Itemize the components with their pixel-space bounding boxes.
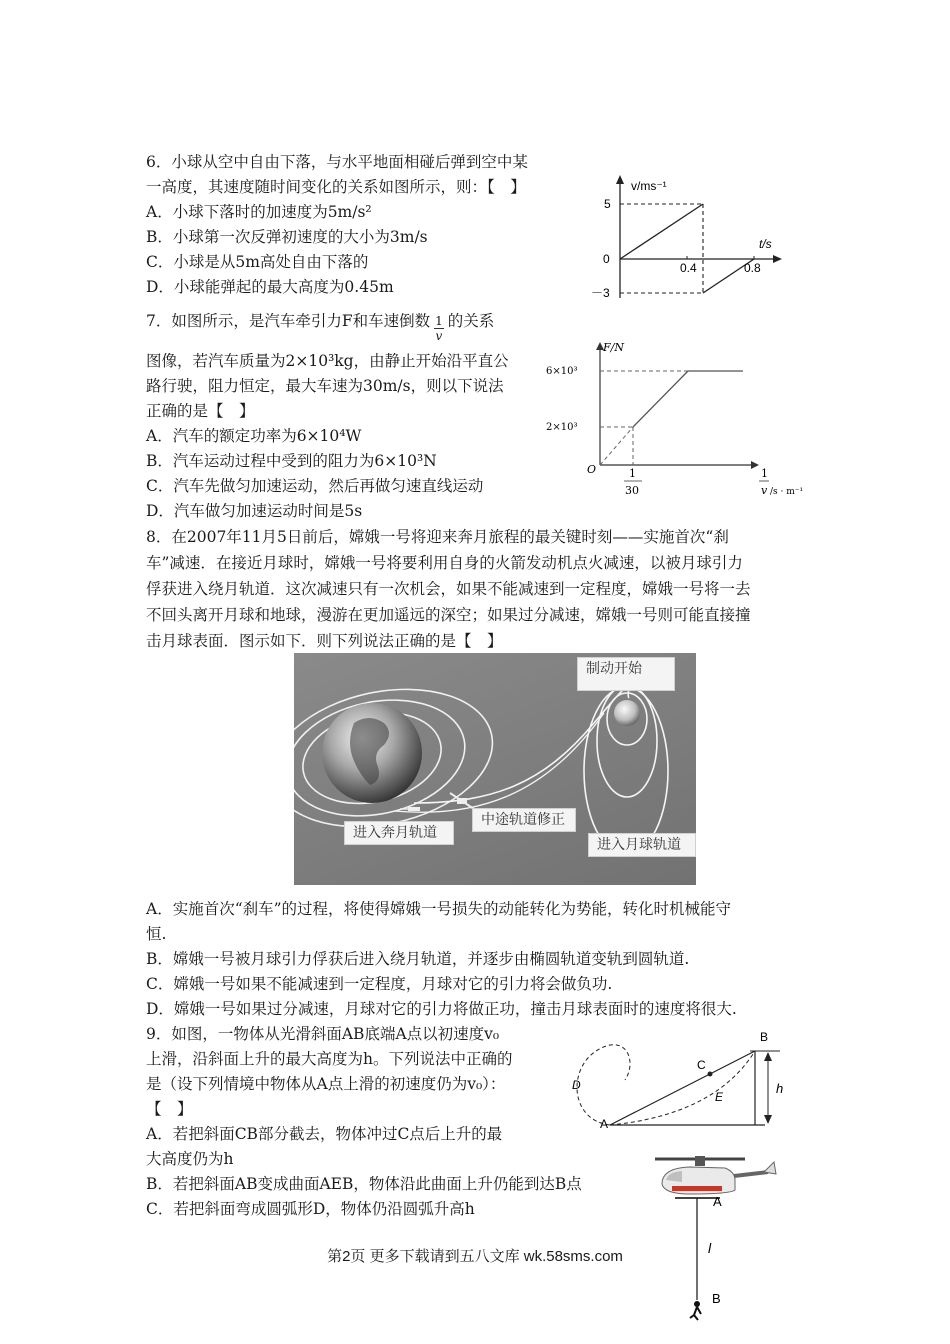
q7-fraction [434,314,444,343]
label-a: A [600,1117,609,1131]
q9-incline-figure [555,1025,795,1135]
q7-stem-line-2: 图像，若汽车质量为2×10³kg，由静止开始沿平直公 [146,352,509,370]
q6-origin: 0 [603,252,610,266]
q7-y-mid: 2×10³ [546,422,578,433]
label-brake-start: 制动开始 [577,657,675,691]
q9-option-a-line-2: 大高度仍为h [146,1150,234,1168]
height-arrow-down [764,1115,772,1124]
q7-force-graph [540,333,815,505]
label-lunar-orbit: 进入月球轨道 [588,833,696,857]
page-footer: 第2页 更多下载请到五八文库 wk.58sms.com [327,1248,623,1265]
q9-option-c: C．若把斜面弯成圆弧形D，物体仍沿圆弧升高h [146,1200,475,1218]
q6-y-label: v/ms⁻¹ [631,179,667,193]
q6-option-d: D．小球能弹起的最大高度为0.45m [146,278,394,296]
height-arrow-up [764,1052,772,1061]
label-d: D [572,1078,581,1092]
q8-option-b: B．嫦娥一号被月球引力俘获后进入绕月轨道，并逐步由椭圆轨道变轨到圆轨道. [146,950,690,968]
q6-x-mid: 0.4 [680,261,697,275]
q7-x-tick-num: 1 [629,467,636,480]
q7-stem-text: 7．如图所示，是汽车牵引力F和车速倒数 [146,312,431,330]
q7-rising-line [633,371,688,427]
spacecraft-icon [400,807,420,811]
q8-option-a-line-1: A．实施首次“刹车”的过程，将使得嫦娥一号损失的动能转化为势能，转化时机械能守 [146,900,732,918]
q6-stem-line-1: 6．小球从空中自由下落，与水平地面相碰后弹到空中某 [146,153,528,171]
q7-origin: O [587,463,597,476]
arc-d [577,1045,630,1125]
q7-fraction-den: v [435,329,443,343]
q7-stem-line-4: 正确的是【 】 [146,402,255,420]
q7-stem-line-3: 路行驶，阻力恒定，最大车速为30m/s，则以下说法 [146,377,504,395]
midcourse-trajectory [394,713,604,812]
q7-stem-end: 的关系 [447,312,495,330]
label-c: C [697,1058,706,1072]
q8-figure [294,653,696,885]
q9-stem-line-2: 上滑，沿斜面上升的最大高度为h。下列说法中正确的 [146,1050,513,1068]
label-a: A [713,1194,722,1209]
label-l: l [708,1240,712,1256]
moon [614,700,640,726]
q7-x-tick-den: 30 [625,484,639,497]
label-h: h [776,1081,784,1096]
q7-option-a: A．汽车的额定功率为6×10⁴W [146,427,362,445]
q7-stem-line-1 [146,311,494,343]
label-b: B [712,1291,721,1306]
q6-option-c: C．小球是从5m高处自由下落的 [146,253,369,271]
q7-dashed-extension [600,427,633,465]
q7-option-d: D．汽车做匀加速运动时间是5s [146,502,363,520]
q8-line-1: 8．在2007年11月5日前后，嫦娥一号将迎来奔月旅程的最关键时刻——实施首次“刹 [146,528,729,546]
person-body [690,1307,701,1320]
q6-option-a: A．小球下落时的加速度为5m/s² [146,203,372,221]
q7-y-label: F/N [603,341,624,354]
q7-option-b: B．汽车运动过程中受到的阻力为6×10³N [146,452,437,470]
tail-fin [764,1162,776,1174]
q7-y-top: 6×10³ [546,366,578,377]
q6-x-label: t/s [759,237,772,251]
q6-velocity-time-graph [585,170,795,310]
helicopter-tail [734,1172,768,1176]
q6-stem-line-2: 一高度，其速度随时间变化的关系如图所示，则：【 】 [146,178,526,196]
incline-ab [610,1051,755,1125]
q7-x-label-den: v [761,484,768,497]
q8-line-4: 不回头离开月球和地球，漫游在更加遥远的深空；如果过分减速，嫦娥一号则可能直接撞 [146,606,751,624]
q9-option-b: B．若把斜面AB变成曲面AEB，物体沿此曲面上升仍能到达B点 [146,1175,582,1193]
q6-fall-line [620,204,703,259]
q6-option-b: B．小球第一次反弹初速度的大小为3m/s [146,228,428,246]
q9-stem-line-1: 9．如图，一物体从光滑斜面AB底端A点以初速度v₀ [146,1025,500,1043]
q9-option-a-line-1: A．若把斜面CB部分截去，物体冲过C点后上升的最 [146,1125,503,1143]
point-c [708,1072,713,1077]
q8-option-c: C．嫦娥一号如果不能减速到一定程度，月球对它的引力将会做负功. [146,975,613,993]
label-transfer-orbit: 进入奔月轨道 [344,821,454,845]
q8-option-d: D．嫦娥一号如果过分减速，月球对它的引力将做正功，撞击月球表面时的速度将很大. [146,1000,737,1018]
q6-y-bottom: －3 [591,286,610,300]
label-midcourse-correction: 中途轨道修正 [472,808,576,832]
q8-line-2: 车”减速．在接近月球时，嫦娥一号将要利用自身的火箭发动机点火减速，以被月球引力 [146,554,743,572]
q8-line-5: 击月球表面．图示如下．则下列说法正确的是【 】 [146,632,503,650]
q6-y-arrow [616,175,624,184]
person-icon [694,1301,700,1307]
q8-line-3: 俘获进入绕月轨道．这次减速只有一次机会，如果不能减速到一定程度，嫦娥一号将一去 [146,580,751,598]
q6-x-arrow [773,255,782,263]
q7-option-c: C．汽车先做匀加速运动，然后再做匀速直线运动 [146,477,484,495]
label-b: B [760,1030,769,1044]
q8-option-a-line-2: 恒. [146,925,167,943]
rotor-hub [695,1156,705,1166]
q9-stem-line-4: 【 】 [146,1100,193,1118]
label-e: E [715,1090,724,1104]
q7-x-label-num: 1 [761,467,768,480]
q7-x-label-unit: /s · m⁻¹ [770,487,804,497]
q6-y-top: 5 [604,197,611,211]
q10-helicopter-figure [650,1150,790,1330]
helicopter-stripe [672,1186,722,1191]
q9-stem-line-3: 是（设下列情境中物体从A点上滑的初速度仍为v₀）： [146,1075,506,1093]
q7-fraction-num: 1 [435,314,443,328]
q7-x-arrow [751,461,759,469]
q6-x-end: 0.8 [744,261,761,275]
